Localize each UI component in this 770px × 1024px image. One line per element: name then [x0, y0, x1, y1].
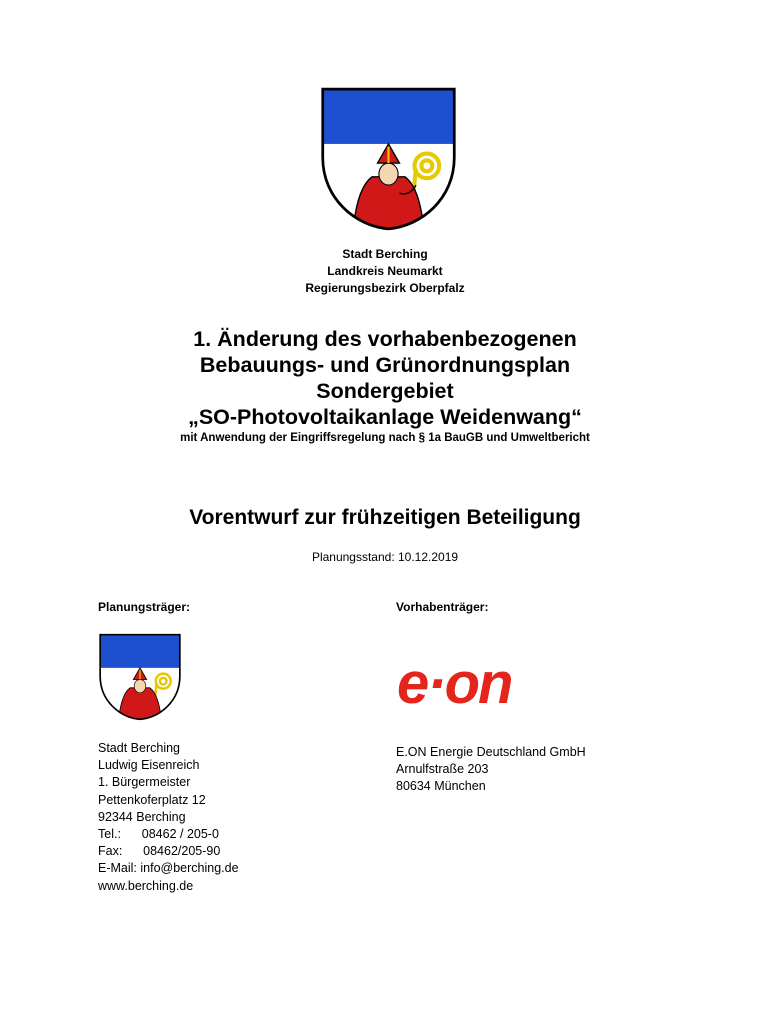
title-line-3: Sondergebiet [316, 379, 454, 403]
title-line-1: 1. Änderung des vorhabenbezogenen [193, 327, 577, 351]
contact-line: Pettenkoferplatz 12 [98, 792, 206, 807]
sponsor-line: 80634 München [396, 779, 486, 794]
contact-phone: Tel.: 08462 / 205-0 [98, 827, 219, 842]
eon-logo-text: e·on [397, 651, 512, 716]
contact-email: E-Mail: info@berching.de [98, 861, 239, 876]
project-sponsor-label: Vorhabenträger: [396, 600, 489, 614]
planning-status: Planungsstand: 10.12.2019 [311, 550, 459, 564]
planning-authority-label: Planungsträger: [98, 600, 191, 614]
title-line-4: „SO-Photovoltaikanlage Weidenwang“ [188, 405, 582, 429]
sponsor-line: Arnulfstraße 203 [396, 762, 489, 777]
planning-authority-contact [98, 740, 239, 895]
contact-line: Ludwig Eisenreich [98, 758, 200, 773]
contact-line: Stadt Berching [98, 741, 180, 755]
eon-logo-icon [397, 652, 511, 716]
contact-website: www.berching.de [98, 878, 194, 893]
authority-district: Regierungsbezirk Oberpfalz [305, 281, 465, 295]
section-heading: Vorentwurf zur frühzeitigen Beteiligung [189, 506, 581, 529]
issuing-authority [0, 246, 770, 297]
project-sponsor-contact [396, 744, 586, 796]
contact-line: 92344 Berching [98, 809, 186, 824]
contact-line: 1. Bürgermeister [98, 775, 191, 790]
authority-county: Landkreis Neumarkt [327, 264, 443, 278]
contact-fax: Fax: 08462/205-90 [98, 844, 221, 859]
authority-city: Stadt Berching [342, 247, 428, 261]
title-line-2: Bebauungs- und Grünordnungsplan [199, 353, 571, 377]
coat-of-arms-small-icon [97, 633, 183, 721]
document-title [0, 326, 770, 430]
sponsor-line: E.ON Energie Deutschland GmbH [396, 745, 586, 759]
document-subtitle: mit Anwendung der Eingriffsregelung nach § 1a BauGB und Umweltbericht [180, 432, 590, 444]
coat-of-arms-icon [320, 86, 457, 232]
